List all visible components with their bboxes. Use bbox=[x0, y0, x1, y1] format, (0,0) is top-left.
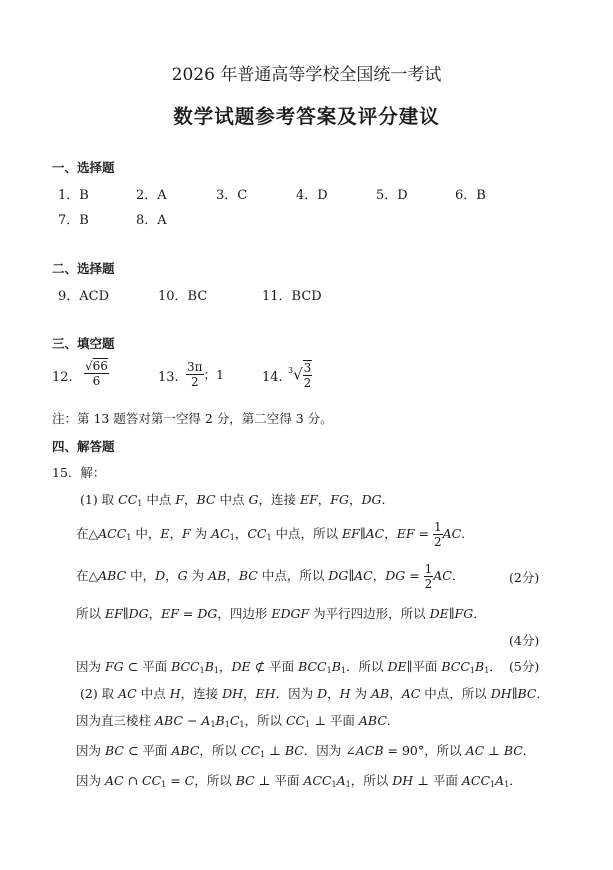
answer-7: 7．B bbox=[58, 213, 89, 228]
section-heading-multi-choice: 二、选择题 bbox=[52, 261, 115, 276]
scoring-note: 注：第 13 题答对第一空得 2 分，第二空得 3 分。 bbox=[52, 411, 333, 426]
answer-3: 3．C bbox=[216, 188, 248, 203]
section-heading-choice: 一、选择题 bbox=[52, 160, 115, 175]
solution-line-4: 所以 EF∥DG，EF = DG，四边形 EDGF 为平行四边形，所以 DE∥FG． bbox=[76, 606, 486, 621]
question-15-label: 15．解： bbox=[52, 465, 106, 480]
score-marker-2: (2分) bbox=[509, 570, 540, 585]
answer-8: 8．A bbox=[136, 213, 167, 228]
answer-12-value: $\frac{√66}{6}$ bbox=[85, 359, 108, 388]
solution-line-3: 在△ABC 中，D，G 为 AB，BC 中点，所以 DG∥AC，DG = $\frac{1}{2}$ AC． bbox=[76, 562, 465, 591]
score-marker-4: (4分) bbox=[509, 633, 540, 648]
answer-9: 9．ACD bbox=[58, 289, 110, 304]
solution-line-2: 在$\triangle ACC_1$ 中，E，F 为 $AC_1$，$CC_1$ 中点，所以 EF∥AC，EF = $\frac{1}{2}$ AC． bbox=[76, 520, 474, 549]
document-subtitle: 数学试题参考答案及评分建议 bbox=[173, 105, 440, 128]
answer-13-label: 13. bbox=[158, 370, 179, 385]
section-heading-solutions: 四、解答题 bbox=[52, 439, 115, 454]
answer-1: 1．B bbox=[58, 188, 89, 203]
answer-14-label: 14. bbox=[262, 370, 283, 385]
solution-line-5: 因为 FG ⊂ 平面 $BCC_1B_1$，DE ⊄ 平面 $BCC_1B_1$．所以 DE∥平面 $BCC_1B_1$． bbox=[76, 659, 502, 675]
solution-line-7: 因为直三棱柱 ABC − $A_1B_1C_1$，所以 $CC_1$ ⊥ 平面 ABC． bbox=[76, 713, 400, 729]
answer-13-value: $\frac{3\pi}{2}$ ；1 bbox=[187, 360, 224, 389]
answer-4: 4．D bbox=[296, 188, 328, 203]
answer-11: 11．BCD bbox=[262, 289, 322, 304]
answer-14-value: $^3$√ $\frac{3}{2}$ bbox=[288, 361, 312, 390]
score-marker-5: (5分) bbox=[509, 659, 540, 674]
answer-12-label: 12. bbox=[52, 370, 73, 385]
solution-line-6: (2) 取 AC 中点 H，连接 DH，EH．因为 D，H 为 AB，AC 中点，所以 DH∥BC． bbox=[80, 686, 549, 701]
solution-line-9: 因为 AC ∩ $CC_1 = C$，所以 BC ⊥ 平面 $ACC_1A_1$，所以 DH ⊥ 平面 $ACC_1A_1$． bbox=[76, 773, 522, 789]
answer-2: 2．A bbox=[136, 188, 167, 203]
answer-10: 10．BC bbox=[158, 289, 208, 304]
answer-5: 5．D bbox=[376, 188, 408, 203]
solution-line-8: 因为 BC ⊂ 平面 ABC，所以 $CC_1$ ⊥ BC．因为 ∠ACB = 90°，所以 AC ⊥ BC． bbox=[76, 743, 536, 759]
answer-6: 6．B bbox=[455, 188, 486, 203]
section-heading-fill-blank: 三、填空题 bbox=[52, 336, 115, 351]
solution-line-1: (1) 取 $CC_1$ 中点 F，BC 中点 G，连接 EF，FG，DG． bbox=[80, 492, 395, 508]
exam-title: 2026 年普通高等学校全国统一考试 bbox=[171, 65, 442, 85]
